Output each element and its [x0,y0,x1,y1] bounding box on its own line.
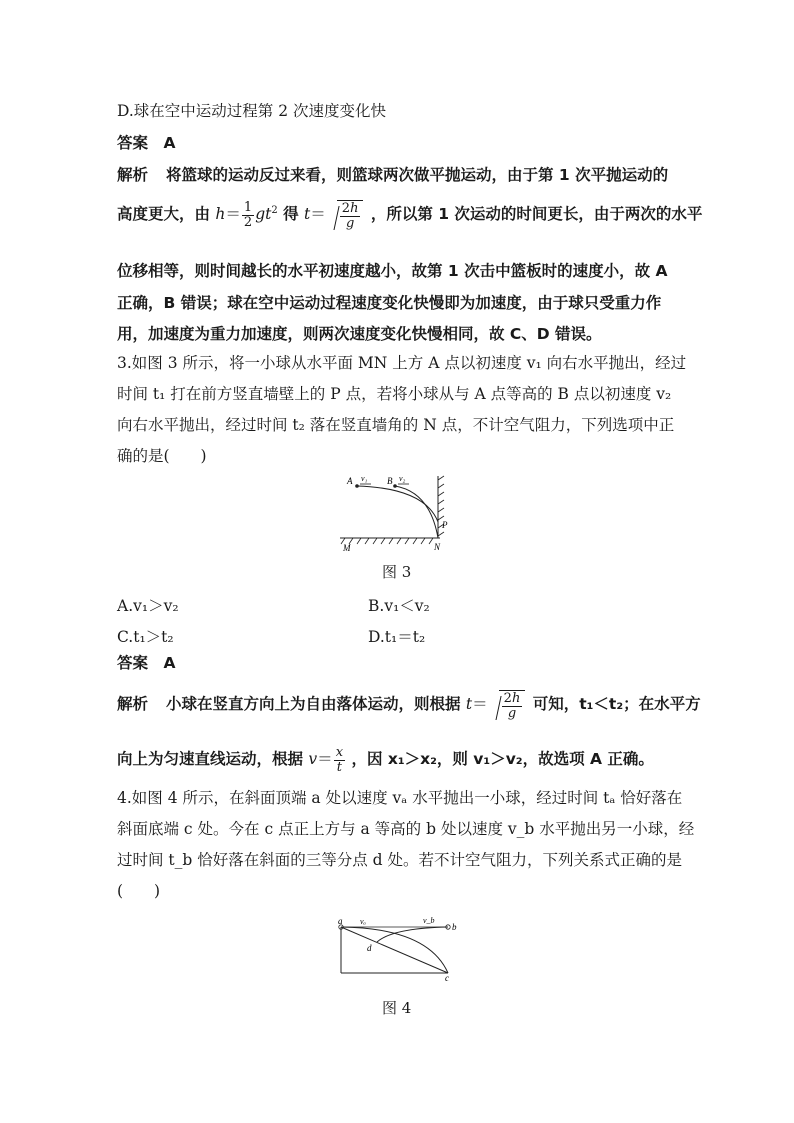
label-b: b [452,922,457,932]
q3-stem-line4: 确的是( ) [117,447,207,465]
analysis-q2-line2 [117,200,702,230]
label-vb: v_b [423,916,435,925]
q3-option-b: B.v₁＜v₂ [368,597,430,615]
analysis-text: 向上为匀速直线运动，根据 [117,750,309,769]
label-N: N [434,542,441,552]
q3-stem-line2: 时间 t₁ 打在前方竖直墙壁上的 P 点，若将小球从与 A 点等高的 B 点以初速度 v₂ [117,385,672,403]
label-v1: v₁ [361,474,368,483]
analysis-head: 解析 [117,695,149,714]
formula-v: v＝ $\frac{x}{t}$ [308,745,344,775]
q3-option-c: C.t₁＞t₂ [117,628,174,646]
option-d-q2: D.球在空中运动过程第 2 次速度变化快 [117,102,387,120]
analysis-q2-line1 [117,168,668,184]
formula-t: t＝ $\frac{2h}{g}$ [304,205,365,223]
label-P: P [442,520,448,530]
analysis-text: 高度更大，由 [117,205,216,224]
analysis-head: 解析 [117,166,149,184]
q4-stem-line1: 4.如图 4 所示，在斜面顶端 a 处以速度 vₐ 水平抛出一小球，经过时间 tₐ 恰好落在 [117,789,683,807]
label-M: M [343,543,351,553]
label-va: vₐ [360,917,366,926]
analysis-text: ，所以第 1 次运动的时间更长，由于两次的水平 [370,205,703,224]
q4-stem-line4: ( ) [117,882,161,900]
analysis-q2-line4: 正确，B 错误；球在空中运动过程速度变化快慢即为加速度，由于球只受重力作 [117,294,662,312]
analysis-text: 小球在竖直方向上为自由落体运动，则根据 [166,695,466,714]
q3-option-d: D.t₁＝t₂ [368,628,426,646]
formula-h: h＝ $\frac{1}{2}$ $gt^2$ [215,200,278,230]
analysis-text: 得 [283,205,305,224]
label-B: B [387,476,393,486]
q3-stem-line1: 3.如图 3 所示，将一小球从水平面 MN 上方 A 点以初速度 v₁ 向右水平抛出，经过 [117,354,687,372]
q4-stem-line3: 过时间 t_b 恰好落在斜面的三等分点 d 处。若不计空气阻力，下列关系式正确的是 [117,851,683,869]
analysis-q2-line3: 位移相等，则时间越长的水平初速度越小，故第 1 次击中篮板时的速度小，故 A [117,262,668,280]
analysis-q2-line5: 用，加速度为重力加速度，则两次速度变化快慢相同，故 C、D 错误。 [117,325,602,343]
label-d: d [367,943,372,953]
figure-3-caption: 图 3 [382,563,412,581]
analysis-text: 可知，t₁＜t₂；在水平方 [532,695,701,714]
answer-q3: 答案 A [117,654,176,672]
q3-stem-line3: 向右水平抛出，经过时间 t₂ 落在竖直墙角的 N 点，不计空气阻力，下列选项中正 [117,416,675,434]
label-c: c [445,973,449,983]
analysis-text: ，因 x₁＞x₂，则 v₁＞v₂，故选项 A 正确。 [351,750,654,769]
label-a: a [338,916,343,926]
analysis-q3-line1 [117,690,701,720]
formula-t-q3: t＝ $\frac{2h}{g}$ [466,695,527,713]
label-v2: v₂ [399,474,406,483]
figure-4 [333,910,463,984]
figure-3 [335,468,465,554]
figure-4-caption: 图 4 [382,999,412,1017]
analysis-q3-line2 [117,746,654,774]
label-A: A [347,476,353,486]
q4-stem-line2: 斜面底端 c 处。今在 c 点正上方与 a 等高的 b 处以速度 v_b 水平抛出另一小球，经 [117,820,695,838]
q3-option-a: A.v₁＞v₂ [117,597,179,615]
answer-q2: 答案 A [117,134,176,152]
analysis-text: 将篮球的运动反过来看，则篮球两次做平抛运动，由于第 1 次平抛运动的 [166,166,669,184]
